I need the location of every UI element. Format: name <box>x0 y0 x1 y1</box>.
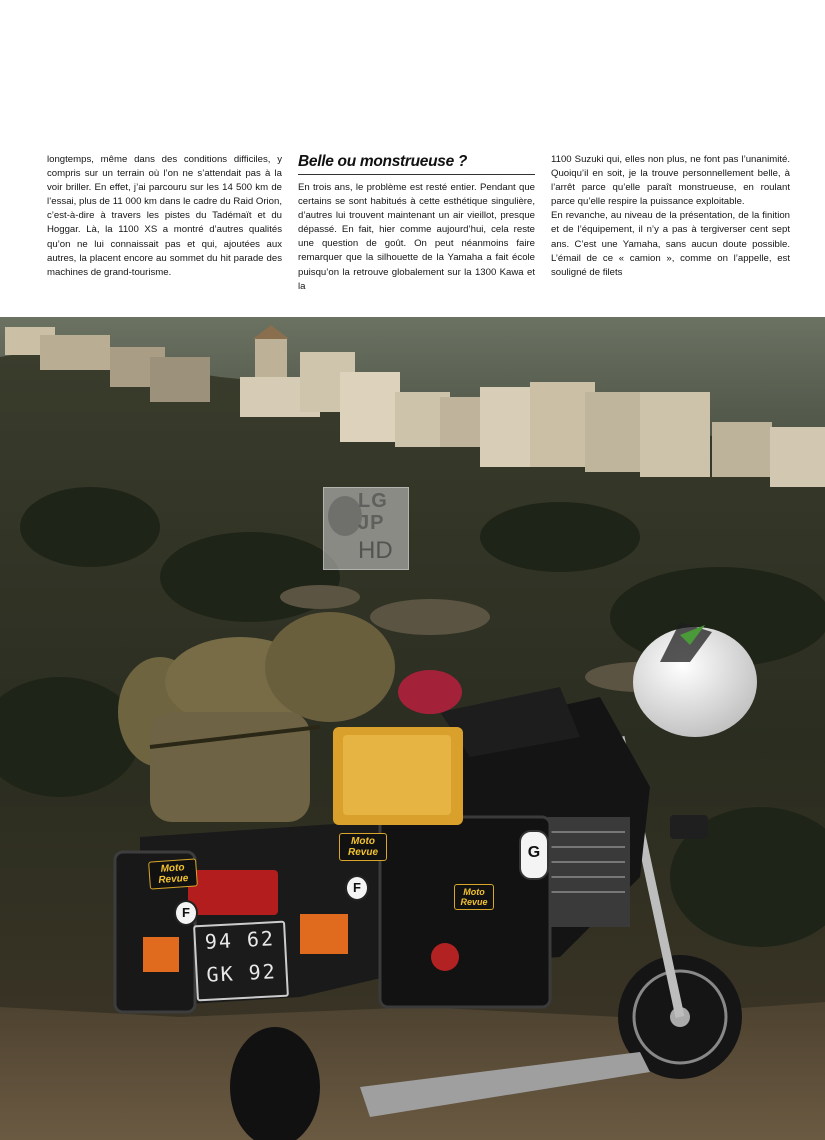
watermark-face-icon <box>328 496 362 536</box>
license-plate <box>193 921 289 1002</box>
article-column-1 <box>47 153 282 280</box>
column-3-paragraph-1: 1100 Suzuki qui, elles non plus, ne font pas l’unanimité. Quoiqu’il en soit, je la trouve personnellement belle, à l’arrêt parce qu’elle paraît monstrueuse, en roulant parce qu’elle respire la puissance exploitable. <box>551 154 790 208</box>
country-badge-f-rear: F <box>174 900 198 926</box>
article-column-2 <box>298 152 535 294</box>
moto-revue-decal-side-case: Moto Revue <box>454 884 494 910</box>
badge-g: G <box>519 830 549 880</box>
motorcycle-photo <box>0 317 825 1140</box>
section-heading: Belle ou monstrueuse ? <box>298 152 535 175</box>
photo-illustration <box>0 317 825 1140</box>
moto-revue-decal-left-case: Moto Revue <box>148 858 198 889</box>
watermark-line-2: JP <box>358 512 385 534</box>
plate-line-1: 94 62 <box>204 926 276 954</box>
country-badge-f: F <box>345 875 369 901</box>
plate-line-2: GK 92 <box>205 959 278 987</box>
article-column-3 <box>551 153 790 280</box>
column-3-paragraph-2: En revanche, au niveau de la présentation, de la finition et de l’équipement, il n’y a pas à tergiverser cent sept ans. C’est une Yamaha, sans aucun doute possible. L’émail de ce « camion », comme on l’appelle, est souligné de filets <box>551 210 790 278</box>
watermark-line-3: HD <box>358 537 393 564</box>
column-1-text: longtemps, même dans des conditions difficiles, y compris sur un terrain où l’on ne s’attendait pas à la voir briller. En effet, j’ai parcouru sur les 14 500 km de l’essai, plus de 11 000 km dans le cadre du Raid Orion, c’est-à-dire à travers les pistes du Tadémaït et du Hoggar. Là, la 1100 XS a montré d’autres qualités qu’on ne lui connaissait pas et qui, ajoutées aux autres, la placent encore au sommet du hit parade des machines de grand-tourisme. <box>47 154 282 278</box>
column-2-text: En trois ans, le problème est resté entier. Pendant que certains se sont habitués à cette esthétique singulière, d’autres lui trouvent maintenant un air vieillot, presque dépassé. En fait, hier comme aujourd’hui, cela reste une question de goût. On peut néanmoins faire remarquer que la silhouette de la Yamaha a fait école puisqu’on la retrouve globalement sur la 1300 Kawa et la <box>298 182 535 292</box>
moto-revue-decal: Moto Revue <box>339 833 387 861</box>
watermark-line-1: LG <box>358 490 388 512</box>
site-watermark <box>323 487 409 570</box>
